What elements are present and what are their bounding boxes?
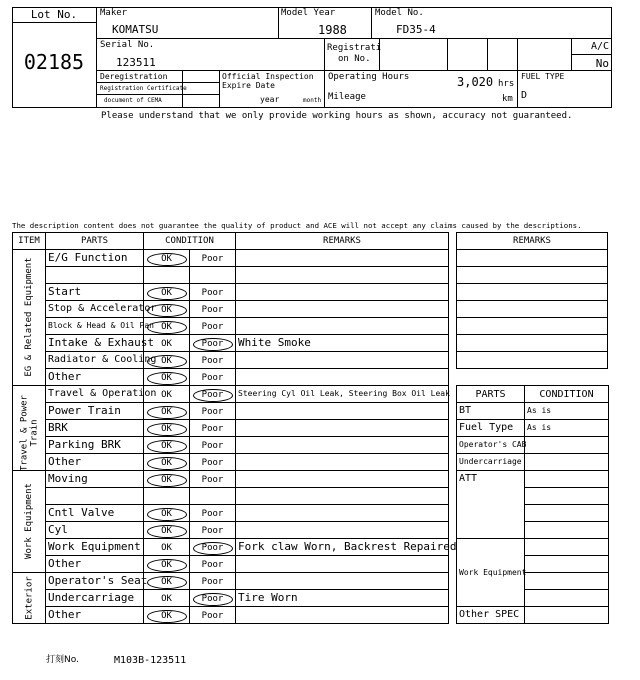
poor-mark: Poor [201,475,224,485]
part-name: Other [46,369,144,386]
model-no-value: FD35-4 [396,23,436,36]
side-part-condition [525,573,609,590]
side-remarks-header: REMARKS [457,233,608,250]
table-row [13,590,449,607]
remark-cell [236,352,449,369]
ok-mark: OK [147,525,187,538]
table-row [13,250,449,267]
remark-cell [236,607,449,624]
poor-cell [190,539,236,556]
side-part-condition [525,505,609,522]
side-part-name: BT [457,403,525,420]
poor-cell [190,386,236,403]
side-parts-row [457,539,609,556]
poor-cell [190,352,236,369]
poor-mark: Poor [193,338,233,351]
ok-mark: OK [147,474,187,487]
side-part-name: Operator's CAB [457,437,525,454]
model-no-label: Model No. [375,8,424,18]
fuel-type-value: D [521,90,528,101]
table-row [13,573,449,590]
side-part-name: Other SPEC [457,607,525,624]
serial-no-value: 123511 [116,56,156,69]
remark-cell [236,522,449,539]
ok-cell [144,420,190,437]
ok-cell [144,284,190,301]
part-name: Moving [46,471,144,488]
part-name: Start [46,284,144,301]
ok-mark: OK [161,543,172,553]
side-remarks-table [456,232,608,369]
maker-label: Maker [100,8,128,18]
remark-cell [236,488,449,505]
ok-cell [144,403,190,420]
item-group-cell [13,573,46,624]
model-year-value: 1988 [318,23,347,37]
poor-mark: Poor [201,373,224,383]
side-remarks-row [457,318,608,335]
side-part-condition [525,539,609,556]
ok-mark: OK [161,594,172,604]
condition-table-header [13,233,449,250]
remark-cell [236,556,449,573]
poor-mark: Poor [201,356,224,366]
side-part-condition [525,522,609,539]
ok-cell [144,369,190,386]
side-remarks-row [457,267,608,284]
part-name: Cyl [46,522,144,539]
maker-value: KOMATSU [112,23,159,36]
operating-hours-label: Operating Hours [328,72,410,82]
table-row [13,403,449,420]
poor-cell [190,573,236,590]
ok-mark: OK [147,372,187,385]
ok-cell [144,267,190,284]
hrs-label: hrs [498,79,515,89]
year-label: year [260,95,280,104]
poor-cell [190,505,236,522]
part-name: Radiator & Cooling [46,352,144,369]
side-remarks-row [457,352,608,369]
poor-cell [190,607,236,624]
remark-cell: Fork claw Worn, Backrest Repaired [236,539,449,556]
poor-mark: Poor [193,389,233,402]
part-name: Other [46,556,144,573]
ok-mark: OK [147,610,187,623]
poor-mark: Poor [193,542,233,555]
remark-cell [236,284,449,301]
document-cema-label: document of CEMA [104,97,162,104]
side-parts-row [457,454,609,471]
remark-cell [236,267,449,284]
side-part-name: ATT [457,471,525,539]
table-row [13,420,449,437]
condition-header: CONDITION [144,233,236,250]
part-name: Stop & Accelerator [46,301,144,318]
part-name: Travel & Operation [46,386,144,403]
side-remarks-row [457,284,608,301]
poor-cell [190,556,236,573]
poor-mark: Poor [201,509,224,519]
poor-mark: Poor [201,577,224,587]
side-parts-row [457,437,609,454]
poor-cell [190,454,236,471]
side-part-condition [525,556,609,573]
part-name [46,488,144,505]
table-row [13,335,449,352]
ok-mark: OK [147,406,187,419]
poor-mark: Poor [201,305,224,315]
ok-mark: OK [147,253,187,266]
part-name: Intake & Exhaust [46,335,144,352]
part-name: Other [46,607,144,624]
ok-cell [144,590,190,607]
remarks-header: REMARKS [236,233,449,250]
side-part-name: Undercarriage [457,454,525,471]
side-part-condition: As is [525,403,609,420]
ok-cell [144,607,190,624]
poor-cell [190,403,236,420]
poor-cell [190,471,236,488]
side-remarks-row [457,335,608,352]
part-name [46,267,144,284]
lot-no-value: 02185 [23,50,85,74]
table-row [13,522,449,539]
ok-mark: OK [147,559,187,572]
ok-cell [144,318,190,335]
poor-cell [190,318,236,335]
poor-cell [190,420,236,437]
condition-table [12,232,457,624]
remark-cell [236,454,449,471]
ok-mark: OK [147,508,187,521]
poor-mark: Poor [201,322,224,332]
side-parts-header: PARTS [457,386,525,403]
side-part-condition [525,590,609,607]
side-condition-header: CONDITION [525,386,609,403]
remark-cell [236,505,449,522]
remark-cell [236,403,449,420]
ok-cell [144,386,190,403]
ok-cell [144,471,190,488]
poor-cell [190,267,236,284]
side-parts-table [456,385,609,624]
ok-mark: OK [147,321,187,334]
ok-cell [144,250,190,267]
registration-certificate-label: Registration Certificate [100,85,187,92]
month-label: month [303,97,322,104]
part-name: Work Equipment [46,539,144,556]
ac-value: No [595,57,609,70]
part-name: Operator's Seat [46,573,144,590]
remark-cell [236,573,449,590]
table-row [13,267,449,284]
poor-mark: Poor [201,254,224,264]
side-parts-row [457,403,609,420]
part-name: Parking BRK [46,437,144,454]
side-parts-row [457,471,609,488]
side-remarks-row [457,301,608,318]
side-part-name: Fuel Type [457,420,525,437]
ok-mark: OK [147,457,187,470]
side-remarks-row [457,250,608,267]
operating-hours-value: 3,020 [457,75,494,89]
inspection-label-1: Official Inspection [222,72,314,81]
table-row [13,386,449,403]
remark-cell [236,301,449,318]
ok-mark: OK [161,390,172,400]
poor-mark: Poor [193,593,233,606]
poor-mark: Poor [201,560,224,570]
item-group-cell [13,386,46,471]
poor-cell [190,284,236,301]
part-name: Power Train [46,403,144,420]
table-row [13,471,449,488]
registration-no-label-1: Registrati [327,43,382,53]
ok-cell [144,437,190,454]
ok-mark: OK [147,423,187,436]
side-part-condition [525,607,609,624]
ok-cell [144,301,190,318]
registration-no-label-2: on No. [338,54,371,64]
remark-cell [236,420,449,437]
parts-header: PARTS [46,233,144,250]
poor-cell [190,369,236,386]
side-part-condition [525,437,609,454]
poor-cell [190,437,236,454]
ok-mark: OK [147,304,187,317]
side-part-condition [525,471,609,488]
table-row [13,505,449,522]
table-row [13,488,449,505]
poor-mark: Poor [201,424,224,434]
part-name: Block & Head & Oil Pan [46,318,144,335]
ok-cell [144,522,190,539]
serial-no-label: Serial No. [100,40,155,50]
item-group-label: Work Equipment [24,483,34,559]
disclaimer: The description content does not guarantee the quality of product and ACE will not accept any claims caused by the descriptions. [12,221,582,230]
table-row [13,437,449,454]
ok-cell [144,454,190,471]
ok-cell [144,352,190,369]
ok-cell [144,573,190,590]
km-label: km [502,94,513,104]
table-row [13,318,449,335]
item-group-label: Travel & Power Train [19,394,39,471]
lot-no-label: Lot No. [30,8,78,21]
ok-cell [144,539,190,556]
table-row [13,607,449,624]
deregistration-label: Deregistration [100,72,168,81]
poor-cell [190,522,236,539]
item-group-label: EG & Related Equipment [24,257,34,377]
remark-cell: Steering Cyl Oil Leak, Steering Box Oil Leak [236,386,449,403]
inspection-label-2: Expire Date [222,81,275,90]
remark-cell [236,369,449,386]
ok-cell [144,505,190,522]
ok-cell [144,556,190,573]
side-parts-row [457,607,609,624]
table-row [13,284,449,301]
table-row [13,352,449,369]
ok-mark: OK [147,355,187,368]
stamp-label: 打刻No. [46,655,79,665]
part-name: BRK [46,420,144,437]
poor-cell [190,335,236,352]
side-part-condition [525,454,609,471]
ac-label: A/C [590,41,609,52]
poor-mark: Poor [201,407,224,417]
stamp-value: M103B-123511 [114,655,187,666]
remark-cell [236,318,449,335]
poor-mark: Poor [201,458,224,468]
fuel-type-label: FUEL TYPE [521,72,565,81]
ok-mark: OK [147,576,187,589]
poor-cell [190,488,236,505]
model-year-label: Model Year [281,8,336,18]
part-name: Undercarriage [46,590,144,607]
working-hours-note: Please understand that we only provide working hours as shown, accuracy not guaranteed. [101,111,573,121]
poor-mark: Poor [201,441,224,451]
table-row [13,556,449,573]
poor-mark: Poor [201,526,224,536]
remark-cell: Tire Worn [236,590,449,607]
remark-cell [236,250,449,267]
part-name: E/G Function [46,250,144,267]
item-group-cell [13,471,46,573]
ok-mark: OK [161,339,172,349]
poor-mark: Poor [201,288,224,298]
poor-cell [190,590,236,607]
side-part-condition: As is [525,420,609,437]
part-name: Other [46,454,144,471]
table-row [13,454,449,471]
ok-cell [144,488,190,505]
item-group-label: Exterior [24,575,34,620]
side-parts-row [457,420,609,437]
ok-mark: OK [147,287,187,300]
remark-cell [236,437,449,454]
remark-cell [236,471,449,488]
table-row [13,539,449,556]
part-name: Cntl Valve [46,505,144,522]
ok-mark: OK [147,440,187,453]
poor-mark: Poor [201,611,224,621]
item-header: ITEM [13,233,46,250]
item-group-cell [13,250,46,386]
ok-cell [144,335,190,352]
side-part-condition [525,488,609,505]
table-row [13,301,449,318]
poor-cell [190,250,236,267]
side-part-name: Work Equipment [457,539,525,607]
table-row [13,369,449,386]
remark-cell: White Smoke [236,335,449,352]
mileage-label: Mileage [328,92,366,102]
poor-cell [190,301,236,318]
